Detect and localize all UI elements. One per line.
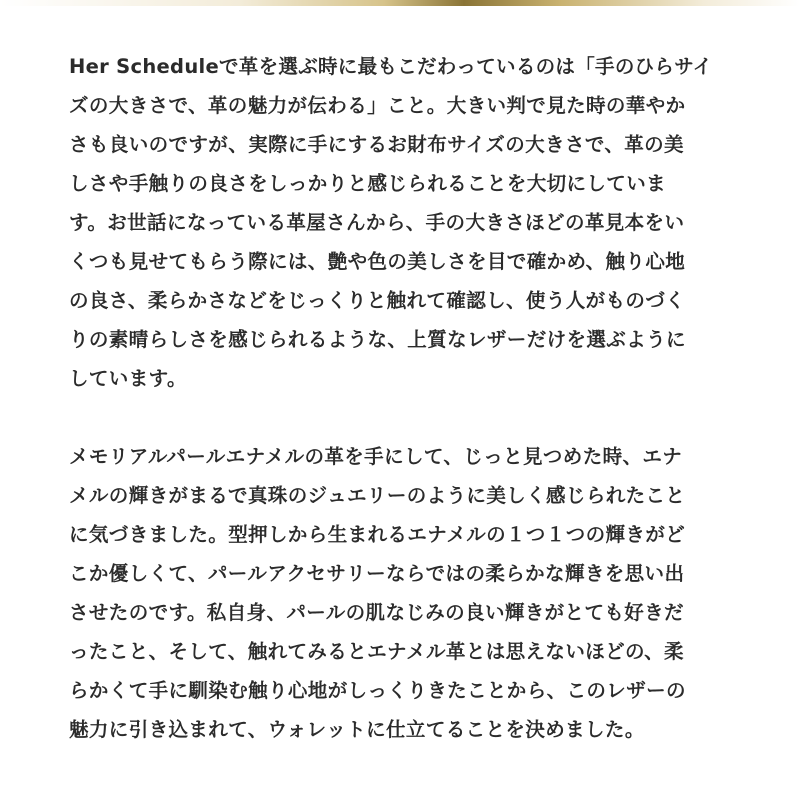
paragraph-pearl-enamel xyxy=(69,437,737,749)
text-line: に気づきました。型押しから生まれるエナメルの１つ１つの輝きがど xyxy=(69,523,686,546)
text-line: しさや手触りの良さをしっかりと感じられることを大切にしていま xyxy=(69,172,667,195)
text-line: す。お世話になっている革屋さんから、手の大きさほどの革見本をい xyxy=(69,211,685,234)
text-line: の良さ、柔らかさなどをじっくりと触れて確認し、使う人がものづく xyxy=(69,289,686,312)
text-line: こか優しくて、パールアクセサリーならではの柔らかな輝きを思い出 xyxy=(69,562,685,585)
text-line: メモリアルパールエナメルの革を手にして、じっと見つめた時、エナ xyxy=(69,445,683,468)
article-body xyxy=(69,47,737,749)
text-line: さも良いのですが、実際に手にするお財布サイズの大きさで、革の美 xyxy=(69,133,684,156)
text-line: メルの輝きがまるで真珠のジュエリーのように美しく感じられたこと xyxy=(69,484,686,507)
text-line: Her Scheduleで革を選ぶ時に最もこだわっているのは「手のひらサイ xyxy=(69,55,713,78)
text-line: りの素晴らしさを感じられるような、上質なレザーだけを選ぶように xyxy=(69,328,686,351)
text-line: ズの大きさで、革の魅力が伝わる」こと。大きい判で見た時の華やか xyxy=(69,94,686,117)
paragraph-leather-selection xyxy=(69,47,737,398)
text-line: 魅力に引き込まれて、ウォレットに仕立てることを決めました。 xyxy=(69,718,645,741)
decorative-top-stripe xyxy=(0,0,800,6)
text-line: ったこと、そして、触れてみるとエナメル革とは思えないほどの、柔 xyxy=(69,640,684,663)
paragraph-spacer xyxy=(69,398,737,437)
text-line: くつも見せてもらう際には、艶や色の美しさを目で確かめ、触り心地 xyxy=(69,250,686,273)
text-line: しています。 xyxy=(69,367,187,390)
text-line: らかくて手に馴染む触り心地がしっくりきたことから、このレザーの xyxy=(69,679,686,702)
text-line: させたのです。私自身、パールの肌なじみの良い輝きがとても好きだ xyxy=(69,601,684,624)
